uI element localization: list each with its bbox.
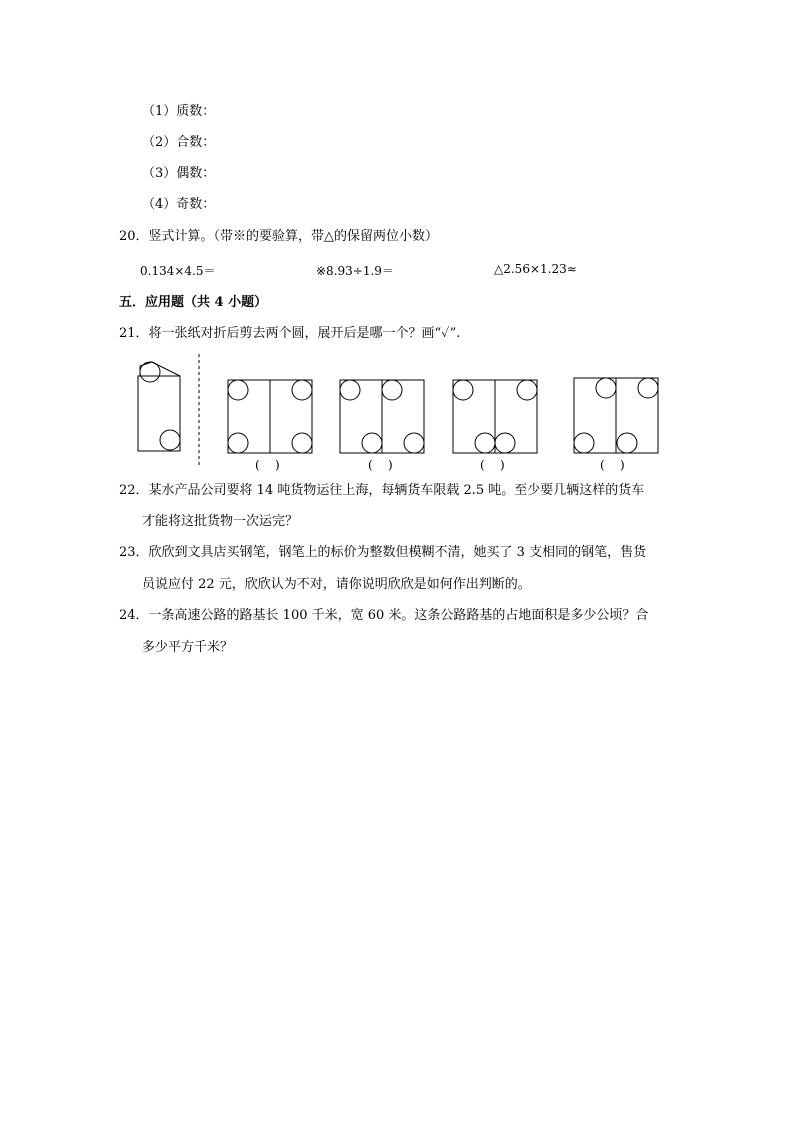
option-b-figure [340,380,424,453]
q19-even-label: （3）偶数： [142,166,216,181]
option-c-answer-blank[interactable]: ( ) [480,458,505,472]
section-heading: 五．应用题（共 4 小题） [119,295,268,310]
option-c-figure [453,380,537,453]
q20-calc-1: 0.134×4.5＝ [140,264,216,278]
q22-line-2: 才能将这批货物一次运完？ [142,514,299,529]
q20-question: 20．竖式计算。（带※的要验算，带△的保留两位小数） [119,229,439,244]
folded-paper [138,362,180,451]
q24-line-1: 24．一条高速公路的路基长 100 千米，宽 60 米。这条公路路基的占地面积是多少公顷？合 [119,608,649,623]
q24-line-2: 多少平方千米？ [142,640,234,655]
q21-figure [0,0,794,480]
q21-question: 21．将一张纸对折后剪去两个圆，展开后是哪一个？画“✓”. [119,326,461,341]
q19-prime-label: （1）质数： [142,104,216,119]
q23-line-2: 员说应付 22 元，欣欣认为不对，请你说明欣欣是如何作出判断的。 [142,577,531,592]
option-d-answer-blank[interactable]: ( ) [600,458,625,472]
q23-line-1: 23．欣欣到文具店买钢笔，钢笔上的标价为整数但模糊不清，她买了 3 支相同的钢笔，售货 [119,545,647,560]
q19-odd-label: （4）奇数： [142,197,216,212]
q19-composite-label: （2）合数： [142,135,216,150]
option-d-figure [574,378,658,453]
option-a-figure [228,380,312,453]
option-a-answer-blank[interactable]: ( ) [255,458,280,472]
q22-line-1: 22．某水产品公司要将 14 吨货物运往上海，每辆货车限载 2.5 吨。至少要几辆这样的货车 [119,483,645,498]
q20-calc-3: △2.56×1.23≈ [494,262,577,276]
option-b-answer-blank[interactable]: ( ) [368,458,393,472]
q20-calc-2: ※8.93÷1.9＝ [316,264,394,278]
